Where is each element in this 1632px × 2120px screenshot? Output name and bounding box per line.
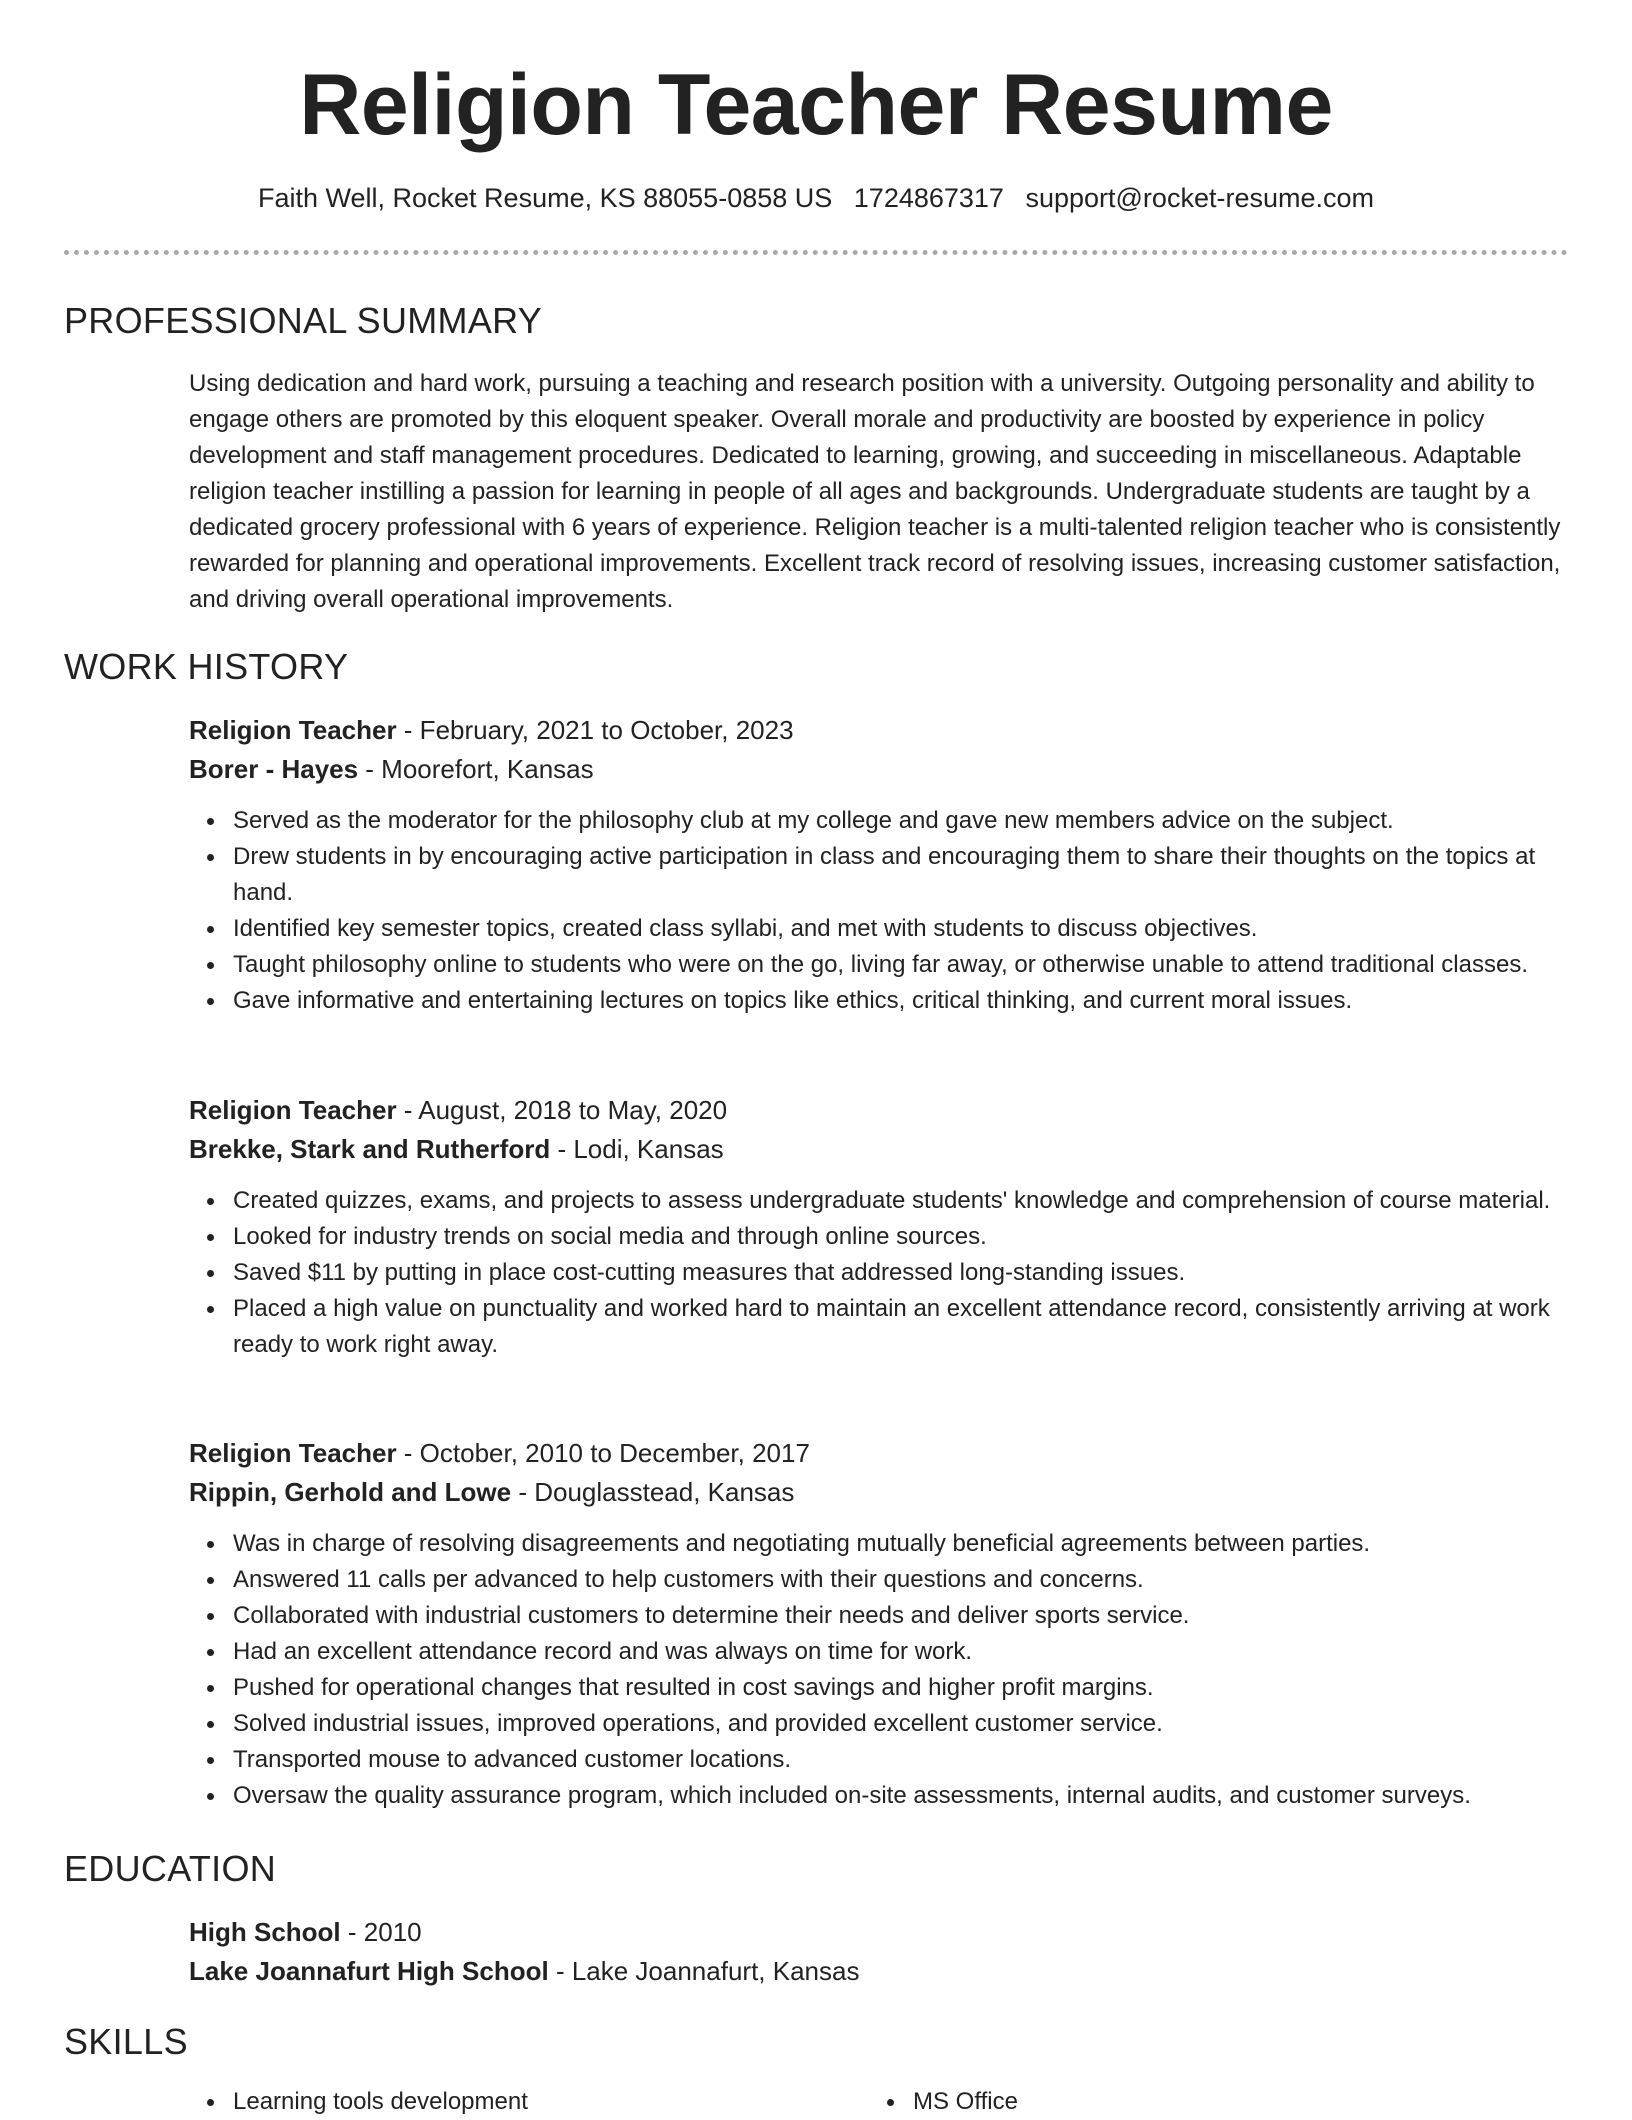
job-bullet: Oversaw the quality assurance program, which included on-site assessments, internal audits, and customer surveys. [233,1778,1569,1814]
skills-heading: SKILLS [64,2021,188,2062]
education-school: Lake Joannafurt High School [189,1956,549,1986]
summary-text: Using dedication and hard work, pursuing a teaching and research position with a university. Outgoing personality and ability to engage others are promoted by this eloquent speaker. Overall morale and productivity are boosted by experience in policy development and staff management procedures. Dedicated to learning, growing, and succeeding in miscellaneous. Adaptable religion teacher instilling a passion for learning in people of all ages and backgrounds. Undergraduate students are taught by a dedicated grocery professional with 6 years of experience. Religion teacher is a multi-talented religion teacher who is consistently rewarded for planning and operational improvements. Excellent track record of resolving issues, increasing customer satisfaction, and driving overall operational improvements. [189,370,1561,613]
job-bullet: Placed a high value on punctuality and worked hard to maintain an excellent attendance record, consistently arriving at work ready to work right away. [233,1291,1569,1363]
skill-item: MS Office [913,2084,1529,2120]
education-degree-line [189,1913,1569,1952]
contact-phone: 1724867317 [853,183,1004,213]
skills-column-right [869,2084,1529,2120]
job-company-line [189,1473,1569,1512]
contact-line [0,178,1632,218]
job-entry [189,711,1569,1019]
contact-address: Faith Well, Rocket Resume, KS 88055-0858 US [257,183,833,213]
job-bullet: Taught philosophy online to students who were on the go, living far away, or otherwise unable to attend traditional classes. [233,947,1569,983]
job-bullet: Collaborated with industrial customers to determine their needs and deliver sports service. [233,1598,1569,1634]
education-entry [189,1913,1569,1991]
job-bullet: Created quizzes, exams, and projects to assess undergraduate students' knowledge and comprehension of course material. [233,1183,1569,1219]
job-entry [189,1434,1569,1814]
skill-item: Learning tools development [233,2084,849,2120]
skills-column-left [189,2084,849,2120]
job-bullet: Gave informative and entertaining lectures on topics like ethics, critical thinking, and current moral issues. [233,983,1569,1019]
job-bullet: Looked for industry trends on social media and through online sources. [233,1219,1569,1255]
summary-section [189,366,1569,618]
skills-list [869,2084,1529,2120]
job-company: Borer - Hayes [189,754,359,784]
job-location: - Moorefort, Kansas [358,754,594,784]
resume-title: Religion Teacher Resume [299,57,1333,153]
education-heading: EDUCATION [64,1848,277,1889]
job-bullet: Transported mouse to advanced customer locations. [233,1742,1569,1778]
education-location: - Lake Joannafurt, Kansas [548,1956,860,1986]
job-bullet: Identified key semester topics, created class syllabi, and met with students to discuss objectives. [233,911,1569,947]
education-school-line [189,1952,1569,1991]
job-bullet: Was in charge of resolving disagreements and negotiating mutually beneficial agreements between parties. [233,1526,1569,1562]
header-divider [64,250,1568,255]
job-bullets [189,803,1569,1019]
education-year: - 2010 [340,1917,422,1947]
job-bullet: Drew students in by encouraging active participation in class and encouraging them to share their thoughts on the topics at hand. [233,839,1569,911]
work-history-heading: WORK HISTORY [64,646,349,687]
job-dates: - October, 2010 to December, 2017 [396,1438,810,1468]
job-company-line [189,750,1569,789]
job-bullets [189,1526,1569,1814]
job-title-line [189,1434,1569,1473]
job-title: Religion Teacher [189,1438,397,1468]
job-title: Religion Teacher [189,1095,397,1125]
job-bullet: Had an excellent attendance record and was always on time for work. [233,1634,1569,1670]
job-title-line [189,711,1569,750]
job-bullet: Solved industrial issues, improved operations, and provided excellent customer service. [233,1706,1569,1742]
skills-list [189,2084,849,2120]
job-company: Rippin, Gerhold and Lowe [189,1477,512,1507]
job-bullet: Served as the moderator for the philosophy club at my college and gave new members advice on the subject. [233,803,1569,839]
job-bullet: Pushed for operational changes that resulted in cost savings and higher profit margins. [233,1670,1569,1706]
job-location: - Lodi, Kansas [550,1134,724,1164]
job-dates: - August, 2018 to May, 2020 [396,1095,728,1125]
job-dates: - February, 2021 to October, 2023 [396,715,794,745]
job-title: Religion Teacher [189,715,397,745]
contact-email: support@rocket-resume.com [1025,183,1374,213]
job-entry [189,1091,1569,1363]
job-bullet: Answered 11 calls per advanced to help customers with their questions and concerns. [233,1562,1569,1598]
job-bullets [189,1183,1569,1363]
job-bullet: Saved $11 by putting in place cost-cutting measures that addressed long-standing issues. [233,1255,1569,1291]
job-title-line [189,1091,1569,1130]
education-degree: High School [189,1917,341,1947]
job-location: - Douglasstead, Kansas [511,1477,795,1507]
job-company: Brekke, Stark and Rutherford [189,1134,551,1164]
summary-heading: PROFESSIONAL SUMMARY [64,300,543,341]
job-company-line [189,1130,1569,1169]
